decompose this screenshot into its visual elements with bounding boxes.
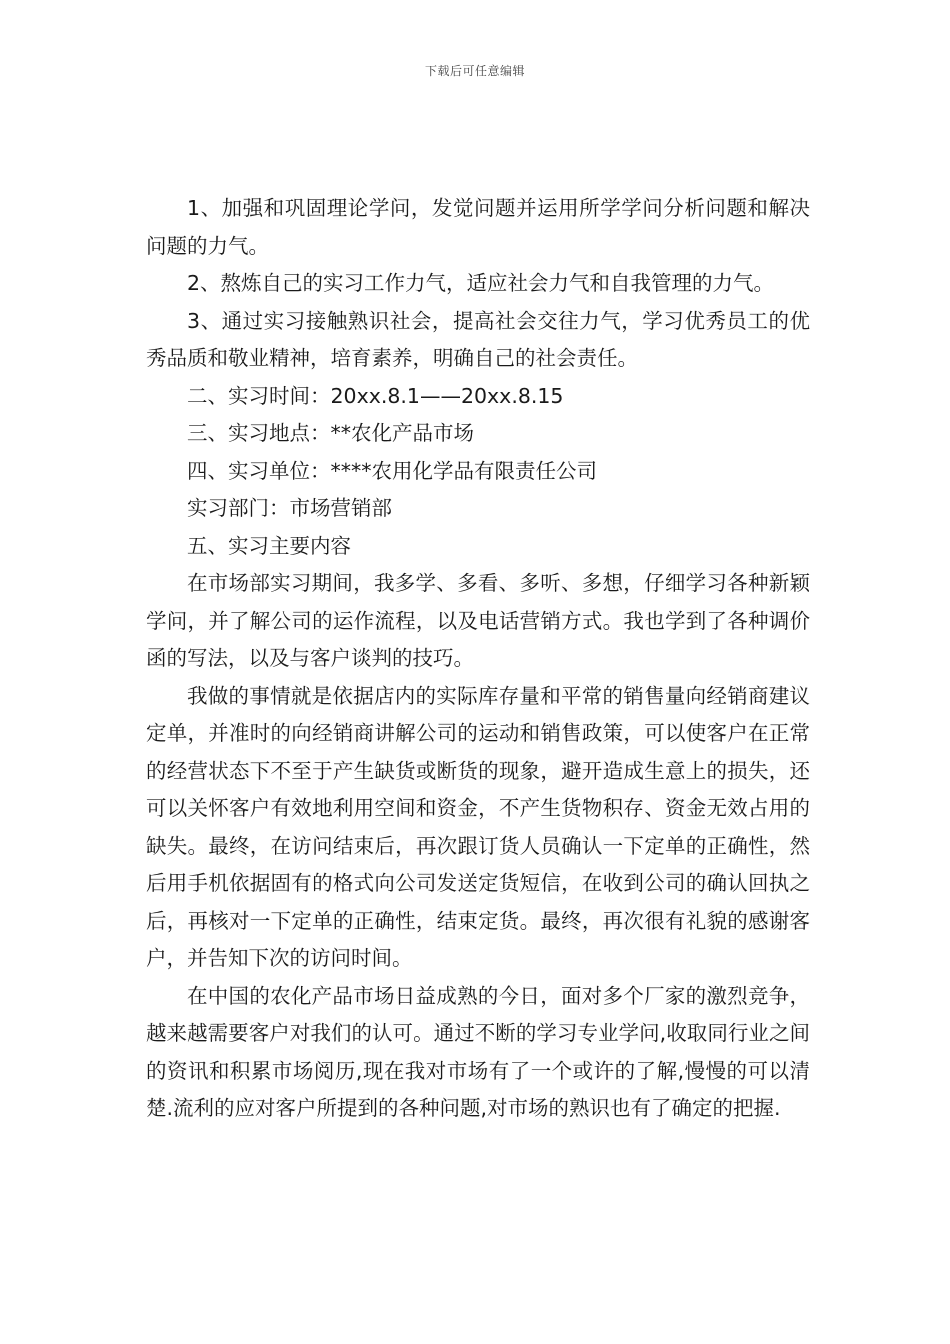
- document-body: [146, 190, 810, 1128]
- paragraph-content-2: 我做的事情就是依据店内的实际库存量和平常的销售量向经销商建议定单，并准时的向经销商讲解公司的运动和销售政策，可以使客户在正常的经营状态下不至于产生缺货或断货的现象，避开造成生意上的损失，还可以关怀客户有效地利用空间和资金，不产生货物积存、资金无效占用的缺失。最终，在访问结束后，再次跟订货人员确认一下定单的正确性，然后用手机依据固有的格式向公司发送定货短信，在收到公司的确认回执之后，再核对一下定单的正确性，结束定货。最终，再次很有礼貌的感谢客户，并告知下次的访问时间。: [146, 683, 810, 970]
- paragraph-internship-location: 三、实习地点：**农化产品市场: [187, 421, 474, 445]
- paragraph-internship-department: 实习部门：市场营销部: [187, 496, 392, 520]
- section-heading-main-content: 五、实习主要内容: [187, 533, 351, 558]
- paragraph-content-1: 在市场部实习期间，我多学、多看、多听、多想，仔细学习各种新颖学问，并了解公司的运作流程，以及电话营销方式。我也学到了各种调价函的写法，以及与客户谈判的技巧。: [146, 571, 810, 670]
- paragraph-internship-time: 二、实习时间：20xx.8.1——20xx.8.15: [187, 383, 564, 408]
- paragraph-internship-company: 四、实习单位：****农用化学品有限责任公司: [187, 458, 597, 483]
- paragraph-goal-2: 2、熬炼自己的实习工作力气，适应社会力气和自我管理的力气。: [187, 271, 775, 295]
- page-header: 下载后可任意编辑: [424, 64, 525, 78]
- paragraph-content-3: 在中国的农化产品市场日益成熟的今日，面对多个厂家的激烈竞争，越来越需要客户对我们的认可。通过不断的学习专业学问,收取同行业之间的资讯和积累市场阅历,现在我对市场有了一个或许的了解,慢慢的可以清楚.流利的应对客户所提到的各种问题,对市场的熟识也有了确定的把握.: [146, 983, 810, 1120]
- paragraph-goal-1: 1、加强和巩固理论学问，发觉问题并运用所学学问分析问题和解决问题的力气。: [146, 196, 810, 258]
- paragraph-goal-3: 3、通过实习接触熟识社会，提高社会交往力气，学习优秀员工的优秀品质和敬业精神，培育素养，明确自己的社会责任。: [146, 308, 810, 370]
